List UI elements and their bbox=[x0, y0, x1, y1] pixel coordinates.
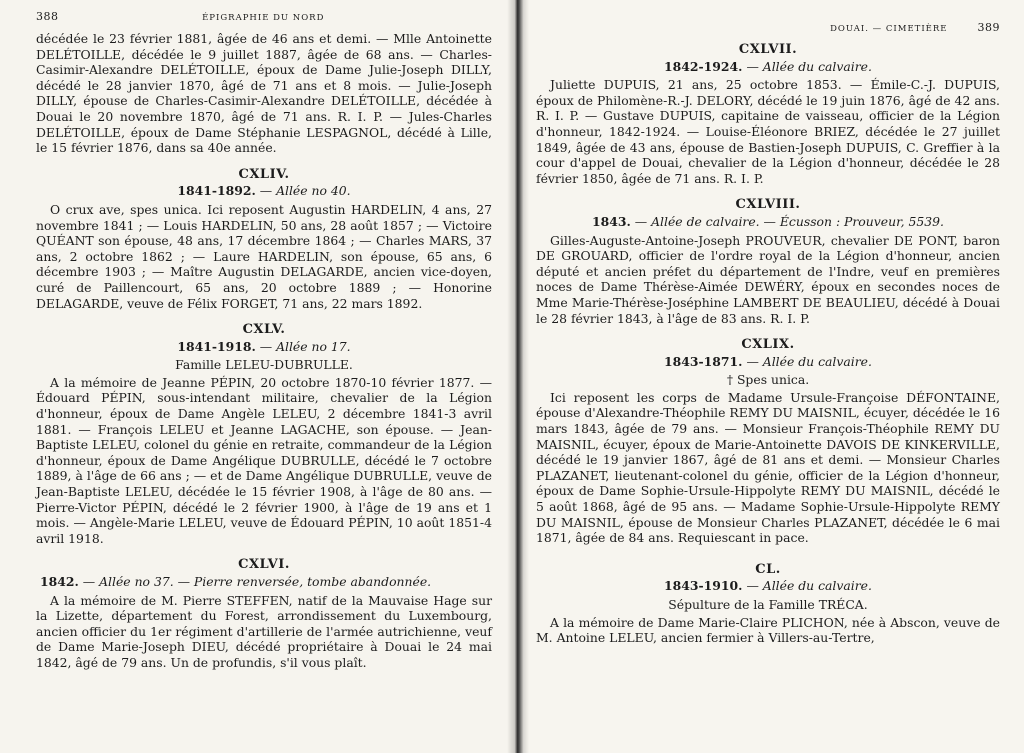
left-running-title: ÉPIGRAPHIE DU NORD bbox=[202, 13, 325, 23]
entry-allee: — Allée du calvaire. bbox=[746, 353, 872, 369]
entry-allee: — Allée no 40. bbox=[259, 183, 351, 199]
entry-dates: 1843-1871. bbox=[664, 353, 743, 369]
entry-dates: 1842-1924. bbox=[664, 58, 743, 74]
entry-cxlix bbox=[536, 337, 1000, 546]
entry-text: Juliette DUPUIS, 21 ans, 25 octobre 1853. — Émile-C.-J. DUPUIS, époux de Philomène-R.-J. DELORY, décédé le 19 juin 1876, âgé de 42 ans. R. I. P. — Gustave DUPUIS, capitaine de vaisseau, officier de la Légion d'honneur, 1842-1924. — Louise-Éléonore BRIEZ, décédée le 27 juillet 1849, âgée de 43 ans, épouse de Bastien-Joseph DUPUIS, C. Greffier à la cour d'appel de Douai, chevalier de la Légion d'honneur, décédée le 28 février 1850, âgée de 71 ans. R. I. P. bbox=[536, 77, 1000, 186]
entry-heading bbox=[536, 59, 1000, 75]
entry-subtitle: Sépulture de la Famille TRÉCA. bbox=[668, 597, 868, 612]
entry-subtitle: † Spes unica. bbox=[726, 372, 810, 388]
entry-text: A la mémoire de M. Pierre STEFFEN, natif de la Mauvaise Hage sur la Lizette, département du Forest, arrondissement du Luxembourg, ancien officier du 1er régiment d'artillerie de l'armée autrichienne, veuf de Dame Marie-Joseph DIEU, décédé propriétaire à Douai le 24 mai 1842, âgé de 79 ans. Un de profundis, s'il vous plaît. bbox=[36, 592, 492, 670]
entry-cxlv bbox=[36, 322, 492, 546]
entry-cxlviii bbox=[536, 197, 1000, 326]
left-running-head bbox=[36, 9, 492, 27]
entry-heading bbox=[536, 354, 1000, 370]
entry-text: Gilles-Auguste-Antoine-Joseph PROUVEUR, chevalier DE PONT, baron DE GROUARD, officier de l'ordre royal de la Légion d'honneur, ancien député et ancien préfet du département de l'Indre, veuf en premières noces de Dame Thérèse-Aimée DEWÉRY, époux en secondes noces de Mme Marie-Thérèse-Joséphine LAMBERT DE BEAULIEU, décédé à Douai le 28 février 1843, à l'âge de 83 ans. R. I. P. bbox=[536, 232, 1000, 326]
entry-cxlvi bbox=[36, 557, 492, 670]
entry-text: Ici reposent les corps de Madame Ursule-Françoise DÉFONTAINE, épouse d'Alexandre-Théophile REMY DU MAISNIL, écuyer, décédée le 16 mars 1843, âgée de 79 ans. — Monsieur François-Théophile REMY DU MAISNIL, écuyer, époux de Marie-Antoinette DAVOIS DE KINKERVILLE, décédé le 19 janvier 1867, âgé de 81 ans et demi. — Monsieur Charles PLAZANET, lieutenant-colonel du génie, officier de la Légion d'honneur, époux de Dame Sophie-Ursule-Hippolyte REMY DU MAISNIL, décédé le 5 août 1868, âgé de 95 ans. — Madame Sophie-Ursule-Hippolyte REMY DU MAISNIL, épouse de Monsieur Charles PLAZANET, décédée le 6 mai 1871, âgée de 84 ans. Requiescant in pace. bbox=[536, 389, 1000, 546]
entry-text: A la mémoire de Dame Marie-Claire PLICHON, née à Abscon, veuve de M. Antoine LELEU, ancien fermier à Villers-au-Tertre, bbox=[536, 614, 1000, 646]
right-running-head bbox=[536, 20, 1000, 38]
entry-dates: 1841-1918. bbox=[177, 338, 256, 354]
entry-dates: 1841-1892. bbox=[177, 183, 256, 199]
entry-dates: 1843. bbox=[592, 213, 631, 229]
entry-subtitle: Famille LELEU-DUBRULLE. bbox=[175, 357, 353, 373]
entry-cl bbox=[536, 562, 1000, 646]
left-continuation-text: décédée le 23 février 1881, âgée de 46 ans et demi. — Mlle Antoinette DELÉTOILLE, décédée le 9 juillet 1887, âgée de 68 ans. — Charles-Casimir-Alexandre DELÉTOILLE, époux de Dame Julie-Joseph DILLY, décédé le 28 janvier 1870, âgé de 71 ans et 8 mois. — Julie-Joseph DILLY, épouse de Charles-Casimir-Alexandre DELÉTOILLE, décédée à Douai le 20 novembre 1870, âgé de 71 ans. R. I. P. — Jules-Charles DELÉTOILLE, époux de Dame Stéphanie LESPAGNOL, décédé à Lille, le 15 février 1876, dans sa 40e année. bbox=[36, 31, 492, 156]
entry-number: CXLVII. bbox=[738, 42, 798, 57]
book-gutter bbox=[507, 0, 529, 753]
entry-heading bbox=[536, 214, 1000, 230]
left-page-number: 388 bbox=[36, 10, 59, 23]
entry-cxliv bbox=[36, 167, 492, 311]
entry-text: A la mémoire de Jeanne PÉPIN, 20 octobre 1870-10 février 1877. — Édouard PÉPIN, sous-intendant militaire, chevalier de la Légion d'honneur, époux de Dame Angèle LELEU, 2 décembre 1841-3 avril 1881. — François LELEU et Jeanne LAGACHE, son épouse. — Jean-Baptiste LELEU, colonel du génie en retraite, commandeur de la Légion d'honneur, époux de Dame Angélique DUBRULLE, décédé le 7 octobre 1889, à l'âge de 66 ans ; — et de Dame Angélique DUBRULLE, veuve de Jean-Baptiste LELEU, décédée le 15 février 1908, à l'âge de 80 ans. — Pierre-Victor PÉPIN, décédé le 2 février 1900, à l'âge de 19 ans et 1 mois. — Angèle-Marie LELEU, veuve de Édouard PÉPIN, 10 août 1851-4 avril 1918. bbox=[36, 374, 492, 546]
entry-number: CXLV. bbox=[242, 322, 286, 338]
entry-allee: — Allée du calvaire. bbox=[746, 58, 872, 74]
entry-number: CXLIX. bbox=[741, 337, 795, 353]
entry-allee: — Allée de calvaire. — Écusson : Prouveur, 5539. bbox=[634, 213, 944, 229]
entry-dates: 1843-1910. bbox=[664, 578, 743, 594]
entry-heading bbox=[536, 578, 1000, 594]
right-page bbox=[512, 0, 1024, 753]
entry-text: O crux ave, spes unica. Ici reposent Augustin HARDELIN, 4 ans, 27 novembre 1841 ; — Louis HARDELIN, 50 ans, 28 août 1857 ; — Victoire QUÉANT son épouse, 48 ans, 17 décembre 1864 ; — Charles MARS, 37 ans, 2 octobre 1862 ; — Laure HARDELIN, son épouse, 65 ans, 6 décembre 1903 ; — Maître Augustin DELAGARDE, ancien vice-doyen, curé de Paillencourt, 65 ans, 20 octobre 1889 ; — Honorine DELAGARDE, veuve de Félix FORGET, 71 ans, 22 mars 1892. bbox=[36, 201, 492, 311]
entry-heading bbox=[36, 183, 492, 199]
entry-allee: — Allée no 17. bbox=[259, 338, 351, 354]
entry-number: CXLIV. bbox=[238, 166, 290, 182]
entry-allee: — Allée du calvaire. bbox=[746, 578, 872, 594]
entry-number: CL. bbox=[755, 561, 781, 577]
entry-heading bbox=[36, 574, 492, 590]
entry-number: CXLVIII. bbox=[735, 197, 801, 213]
entry-heading bbox=[36, 339, 492, 355]
right-running-title: DOUAI. — CIMETIÈRE bbox=[830, 24, 948, 34]
entry-cxlvii bbox=[536, 42, 1000, 186]
entry-allee: — Allée no 37. — Pierre renversée, tombe abandonnée. bbox=[82, 574, 432, 589]
entry-number: CXLVI. bbox=[238, 557, 290, 573]
entry-dates: 1842. bbox=[40, 574, 79, 589]
right-page-number: 389 bbox=[977, 21, 1000, 34]
